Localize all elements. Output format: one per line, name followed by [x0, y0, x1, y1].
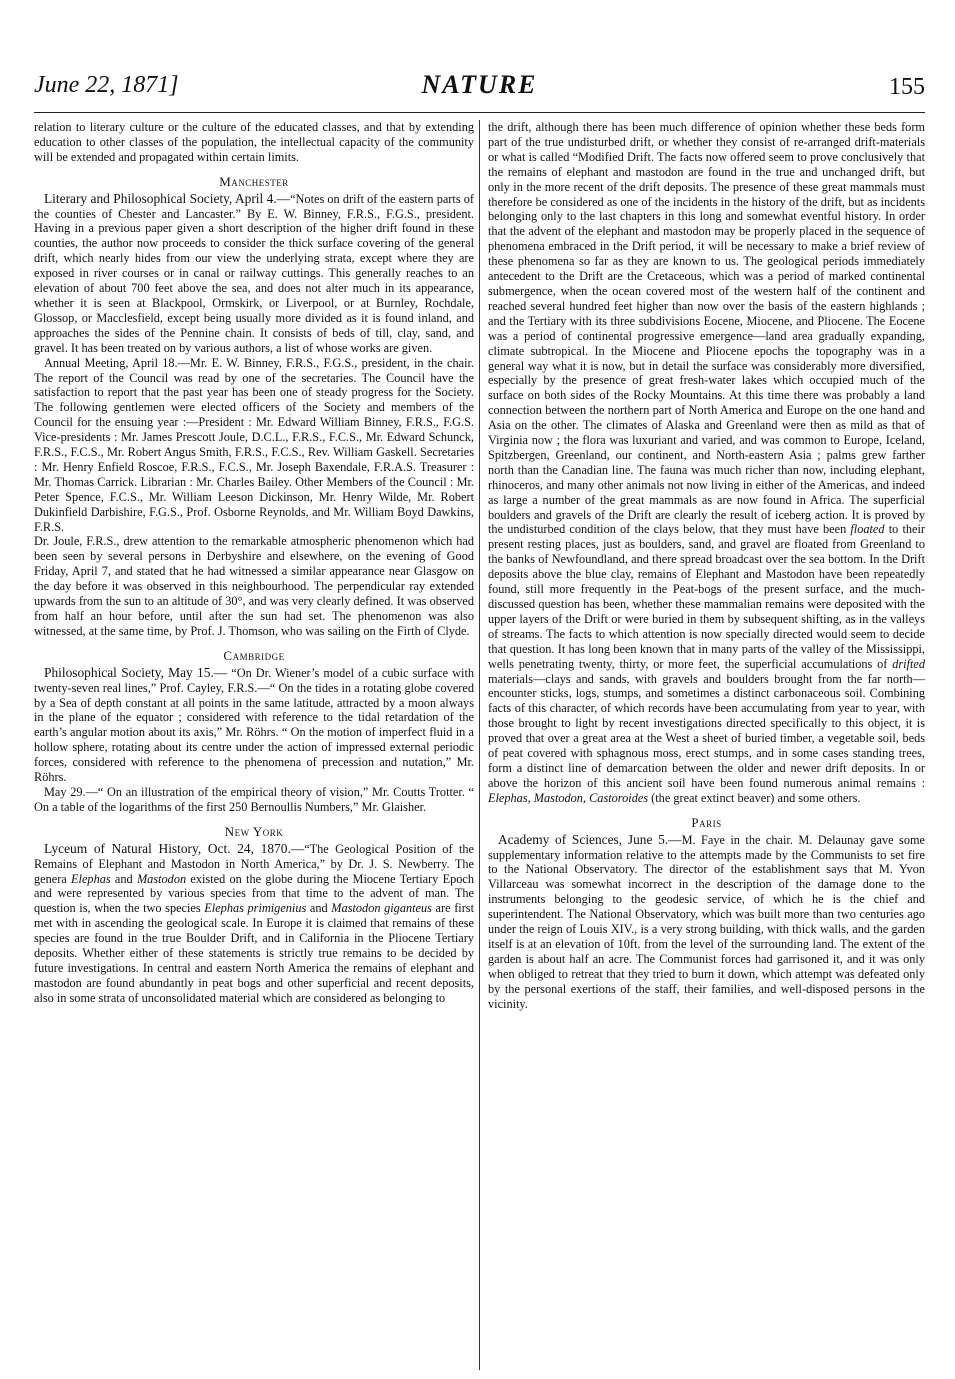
page-header	[34, 70, 925, 113]
manchester-paragraph-1: Literary and Philosophical Society, April 4.—“Notes on drift of the eastern parts of the counties of Chester and Lancaster.” By E. W. Binney, F.R.S., F.G.S., president. Having in a previous paper given a short description of the higher drift found in these counties, the author now proceeds to consider the thick surface covering of the general drift, which nearly hides from our view the underlying strata, except where they are exposed in river courses or in canal or railway cuttings. This generally reaches to an elevation of about 700 feet above the sea, and does not alter much in its appearance, whether it is seen at Blackpool, Ormskirk, or Liverpool, or at Burnley, Rochdale, Glossop, or Macclesfield, except being usually more divided as it is found inland, and approaches the sides of the Pennine chain. It consists of beds of till, clay, sand, and gravel. It has been treated on by various authors, a list of whose works are given.	[34, 190, 474, 355]
society-lead: Philosophical Society, May 15.—	[44, 664, 228, 680]
society-lead: Academy of Sciences, June 5.—	[498, 831, 682, 847]
section-heading-new-york: New York	[224, 823, 284, 839]
newyork-continuation: the drift, although there has been much difference of opinion whether these beds form part of the true undisturbed drift, or whether they consist of re-arranged drift-materials or what is called “Modified Drift. The facts now offered seem to prove conclusively that the remains of elephant and mastodon are found in the true and unchanged drift, but only in the more recent of the drift deposits. The presence of these great mammals must therefore be considered as one of the incidents in the history of the drift, but as incidents belonging only to the last chapters in this long and somewhat eventful history. In order that the advent of the elephant and mastodon may be properly placed in the sequence of phenomena embraced in the Drift period, it will be necessary to make a brief review of these phenomena so far as they are known to us. The geological periods immediately antecedent to the Drift are the Cretaceous, which was a period of marked continental submergence, when the ocean covered most of the western half of the continent and reached several hundred feet higher than now over the basis of the eastern highlands ; and the Tertiary with its three subdivisions Eocene, Miocene, and Pliocene. The Eocene was a period of continental progressive emergence—land area gradually expanding, climate subtropical. In the Miocene and Pliocene epochs the topography was in a general way what it is now, but in detail the surface was considerably more diversified, especially by the presence of great fresh-water lakes which occupied much of the surface on both sides of the Rocky Mountains. At this time there was probably a land connection between the northern part of North America and Europe on the one hand and Asia on the other. The climates of Alaska and Greenland were then as mild as that of Virginia now ; the flora was luxuriant and varied, and was common to Europe, Iceland, Spitzbergen, Greenland, our continent, and North-eastern Asia ; palms grew farther north than the Canadian line. The fauna was much richer than now, including elephant, rhinoceros, and many other animals not now living in either of the Americas, and indeed as large a number of the great mammals as are now found in Africa. The superficial boulders and gravels of the Drift are clearly the result of iceberg action. It is proved by the undisturbed condition of the clays below, that they must have been floated to their present resting places, just as boulders, sand, and gravel are floated from Greenland to the banks of Newfoundland, and there spread broadcast over the sea bottom. In the Drift deposits above the blue clay, remains of Elephant and Mastodon have been repeatedly found, still more frequently in the Peat-bogs of the present surface, and the much-discussed question has been, whether these mammalian remains were deposited with the upper layers of the Drift or were buried in them by subsequent shifting, as in the valleys of streams. The facts to which attention is now specially directed would seem to decide that question. It has long been known that in many parts of the valley of the Mississippi, wells penetrating twenty, thirty, or more feet, the superficial accumulations of drifted materials—clays and sands, with gravels and boulders brought from the far north—encounter sticks, logs, stumps, and sometimes a distinct carbonaceous soil. Combining facts of this character, of which records have been accumulating from year to year, with those brought to light by recent investigations directed specifically to this object, it is proved that over a great area at the West a sheet of buried timber, a vegetable soil, beds of peat covered with sphagnous moss, erect stumps, and in some cases standing trees, form a distinct line of demarcation between the older and newer drift deposits. In or above the horizon of this ancient soil have been found numerous animal remains : Elephas, Mastodon, Castoroides (the great extinct beaver) and some others.	[488, 120, 925, 805]
paris-paragraph: Academy of Sciences, June 5.—M. Faye in the chair. M. Delaunay gave some supplementary information relative to the attempts made by the Communists to set fire to the National Observatory. The director of the establishment says that M. Yvon Villarceau was somewhat incorrect in the description of the damage done to the instruments belonging to the geodesic service, of which he is the chief and superintendent. The National Observatory, which was built more than two centuries ago under the reign of Louis XIV., is a very strong building, with thick walls, and the garden itself is at an elevation of 10ft. from the level of the surrounding land. The extent of the garden is about half an acre. The Communist forces had garrisoned it, and it was only when obliged to retreat that they tried to burn it down, which attempt was defeated only by the personal exertions of the staff, their families, and well-disposed persons in the vicinity.	[488, 831, 925, 1011]
journal-title: NATURE	[421, 70, 538, 99]
page-number: 155	[889, 74, 925, 100]
cambridge-paragraph-2: May 29.—“ On an illustration of the empirical theory of vision,” Mr. Coutts Trotter. “ On a table of the logarithms of the first 250 Bernoullis Numbers,” Mr. Glaisher.	[34, 784, 474, 814]
society-lead: Literary and Philosophical Society, April 4.—	[44, 190, 291, 206]
column-divider	[479, 120, 480, 1370]
section-heading-paris: Paris	[691, 814, 722, 830]
right-column	[488, 120, 925, 1011]
intro-paragraph: relation to literary culture or the culture of the educated classes, and that by extending education to other classes of the population, the intellectual capacity of the community will be extended and propagated within certain limits.	[34, 120, 474, 164]
section-heading-cambridge: Cambridge	[223, 647, 285, 663]
manchester-paragraph-2: Annual Meeting, April 18.—Mr. E. W. Binney, F.R.S., F.G.S., president, in the chair. The report of the Council was read by one of the secretaries. The Council have the satisfaction to report that the past year has been one of steady progress for the Society. The following gentlemen were elected officers of the Society and members of the Council for the ensuing year :—President : Mr. Edward William Binney, F.R.S., F.G.S. Vice-presidents : Mr. James Prescott Joule, D.C.L., F.R.S., F.C.S., Mr. Edward Schunck, F.R.S., F.C.S., Mr. Robert Angus Smith, F.R.S., F.C.S., Rev. William Gaskell. Secretaries : Mr. Henry Enfield Roscoe, F.R.S., F.C.S., Mr. Joseph Baxendale, F.R.A.S. Treasurer : Mr. Thomas Carrick. Librarian : Mr. Charles Bailey. Other Members of the Council : Mr. Peter Spence, F.C.S., Mr. William Leeson Dickinson, Mr. Henry Wilde, Mr. Robert Dukinfield Darbishire, F.G.S., Prof. Osborne Reynolds, and Mr. William Boyd Dawkins, F.R.S.	[34, 355, 474, 534]
left-column	[34, 120, 474, 1006]
issue-date: June 22, 1871]	[34, 72, 179, 98]
newyork-paragraph: Lyceum of Natural History, Oct. 24, 1870.—“The Geological Position of the Remains of Elephant and Mastodon in North America,” by Dr. J. S. Newberry. The genera Elephas and Mastodon existed on the globe during the Miocene Tertiary Epoch and were represented by various species from that time to the advent of man. The question is, when the two species Elephas primigenius and Mastodon giganteus are first met with in ascending the geological scale. In Europe it is claimed that remains of these species are found in the true Boulder Drift, and in California in the Pliocene Tertiary deposits. Whether either of these statements is strictly true remains to be decided by future investigations. In central and eastern North America the remains of elephant and mastodon are found abundantly in peat bogs and other superficial and recent deposits, also in some strata of unconsolidated material which are considered as belonging to	[34, 840, 475, 1005]
cambridge-paragraph-1: Philosophical Society, May 15.— “On Dr. Wiener’s model of a cubic surface with twenty-seven real lines,” Prof. Cayley, F.R.S.—“ On the tides in a rotating globe covered by a Sea of depth constant at all points in the same latitude, attracted by a moon always in the plane of the equator ; considered with reference to the tidal retardation of the earth’s angular motion about its axis,” Mr. Röhrs. “ On the motion of imperfect fluid in a hollow sphere, rotating about its centre under the action of impressed external periodic forces, considered with reference to the phenomena of precession and nutation,” Mr. Röhrs.	[34, 664, 475, 785]
manchester-paragraph-3: Dr. Joule, F.R.S., drew attention to the remarkable atmospheric phenomenon which had been seen by several persons in Derbyshire and elsewhere, on the evening of Good Friday, April 7, and stated that he had witnessed a similar appearance near Glasgow on the day before it was observed in this neighbourhood. The perpendicular ray extended upwards from the sun to an altitude of 30°, and was very clearly defined. It was observed from half an hour before, until after the sun had set. The phenomenon was also witnessed, at the same time, by Prof. J. Thomson, who was sailing on the Firth of Clyde.	[34, 534, 474, 638]
section-heading-manchester: Manchester	[219, 173, 289, 189]
society-lead: Lyceum of Natural History, Oct. 24, 1870.—	[44, 840, 305, 856]
